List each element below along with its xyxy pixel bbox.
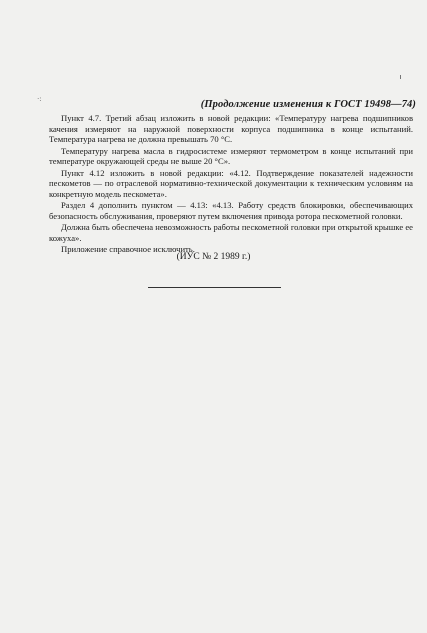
paragraph-oil-temperature: Температуру нагрева масла в гидросистеме измеряют термометром в конце испытаний при температуре окружающей среды не выше 20 °С».: [49, 145, 413, 166]
divider-line: [148, 287, 281, 288]
paragraph-item-4-13: Раздел 4 дополнить пунктом — 4.13: «4.13. Работу средств блокировки, обеспечивающих безопасность обслуживания, проверяют путем включения привода ротора пескометной головки.: [49, 200, 413, 221]
paragraph-cover-interlock: Должна быть обеспечена невозможность работы пескометной головки при открытой крышке ее кожуха».: [49, 222, 413, 243]
paragraph-appendix: Приложение справочное исключить.: [61, 244, 195, 254]
scan-speck: ·:: [37, 95, 42, 103]
scan-mark: [400, 75, 401, 79]
document-body: [49, 113, 413, 256]
ius-reference: (ИУС № 2 1989 г.): [176, 252, 251, 262]
paragraph-item-4-12: Пункт 4.12 изложить в новой редакции: «4.12. Подтверждение показателей надежности пескометов — по отраслевой нормативно-технической документации к техническим условиям на конкретную модель пескомета».: [49, 167, 413, 199]
page-header: (Продолжение изменения к ГОСТ 19498—74): [200, 99, 416, 110]
paragraph-item-4-7: Пункт 4.7. Третий абзац изложить в новой редакции: «Температуру нагрева подшипников качения измеряют на наружной поверхности корпуса подшипника в конце испытаний. Температура нагрева не должна превышать 70 °С.: [49, 113, 413, 144]
